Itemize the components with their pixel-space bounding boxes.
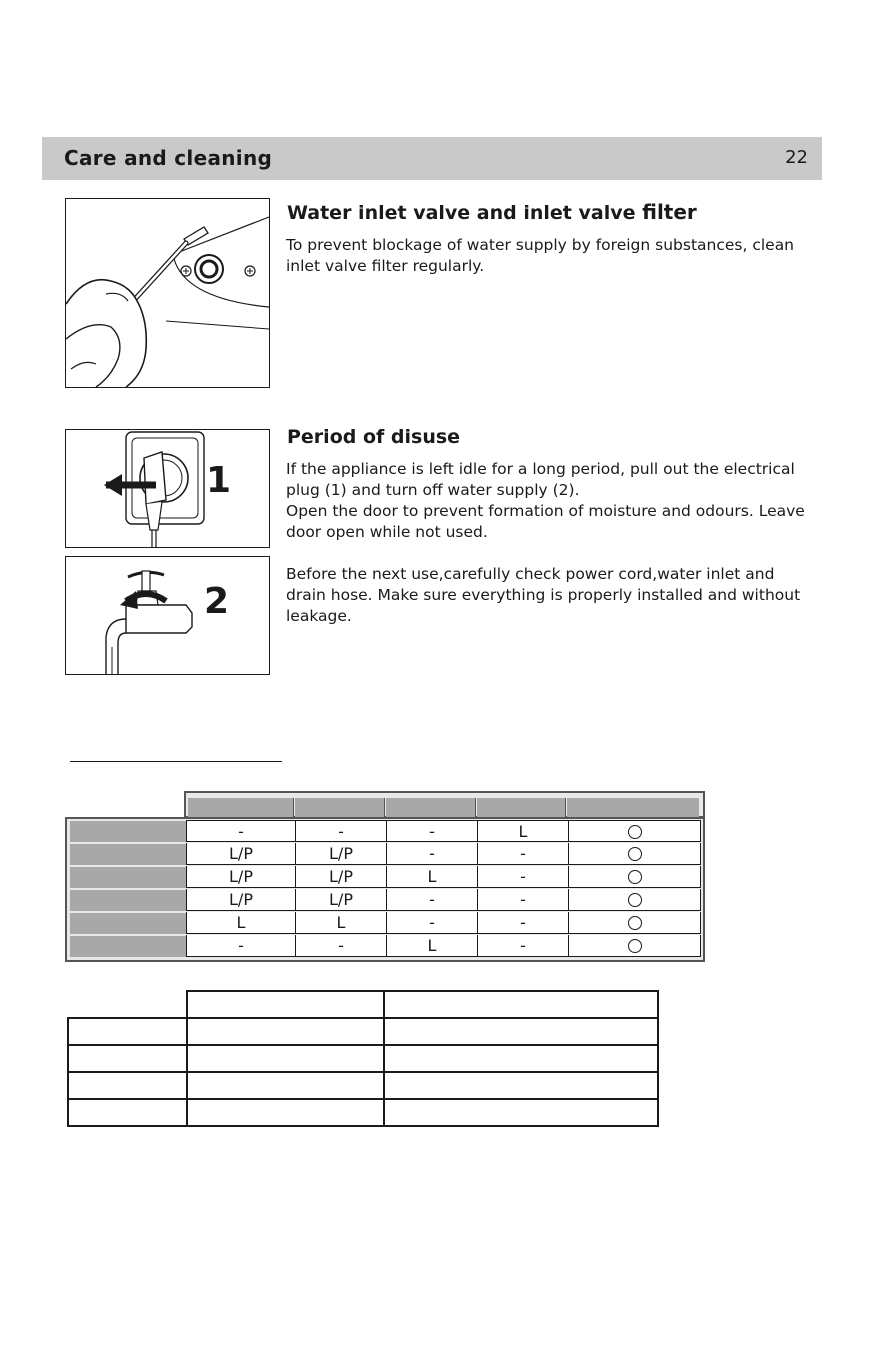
- power-plug-icon: [66, 430, 269, 547]
- header-cell: [188, 798, 294, 817]
- table-row: [70, 843, 700, 865]
- figure-step-label-2: 2: [204, 581, 230, 622]
- header-cell: [567, 798, 699, 817]
- table-cell: L: [186, 912, 295, 934]
- inlet-valve-paragraph: To prevent blockage of water supply by foreign substances, clean inlet valve filter regularly.: [286, 236, 795, 275]
- table-cell: -: [477, 843, 568, 865]
- inlet-filter-illustration: [65, 198, 270, 388]
- page-number: 22: [785, 147, 808, 168]
- toothbrush-icon: [66, 199, 269, 387]
- table-cell: -: [477, 889, 568, 911]
- grid-line: [67, 1017, 659, 1019]
- program-table-header: [184, 791, 705, 818]
- water-tap-icon: [66, 557, 269, 674]
- table-row: [70, 866, 700, 888]
- grid-line: [67, 1044, 659, 1046]
- table-cell: L/P: [186, 889, 295, 911]
- row-header-cell: [70, 844, 186, 865]
- blank-grid-table: [67, 990, 659, 1127]
- table-cell: -: [386, 912, 477, 934]
- table-cell: -: [386, 820, 477, 842]
- grid-line: [67, 1125, 659, 1127]
- program-table-body: [65, 817, 705, 962]
- circle-mark-cell: [568, 912, 701, 934]
- table-cell: -: [477, 912, 568, 934]
- circle-mark-cell: [568, 866, 701, 888]
- grid-line: [657, 990, 659, 1127]
- grid-line: [67, 1098, 659, 1100]
- grid-line: [67, 1071, 659, 1073]
- table-row: [70, 912, 700, 934]
- table-cell: -: [295, 820, 386, 842]
- inlet-valve-text: [286, 235, 806, 277]
- circle-mark-icon: [628, 893, 642, 907]
- table-cell: L: [386, 935, 477, 957]
- figure-step-label-1: 1: [206, 460, 232, 501]
- table-row: [70, 935, 700, 957]
- table-cell: L: [477, 820, 568, 842]
- table-cell: -: [477, 866, 568, 888]
- circle-mark-cell: [568, 935, 701, 957]
- grid-line: [186, 990, 188, 1127]
- header-cell: [386, 798, 476, 817]
- circle-mark-icon: [628, 916, 642, 930]
- inlet-valve-heading-suffix: filter: [642, 200, 697, 224]
- table-cell: L/P: [295, 843, 386, 865]
- section-header-bar: [42, 137, 822, 180]
- circle-mark-icon: [628, 847, 642, 861]
- circle-mark-cell: [568, 889, 701, 911]
- disuse-text: [286, 459, 806, 543]
- circle-mark-icon: [628, 870, 642, 884]
- table-cell: L/P: [186, 866, 295, 888]
- grid-line: [383, 990, 385, 1127]
- page-section-title: Care and cleaning: [64, 146, 273, 170]
- inlet-valve-heading: [287, 200, 697, 224]
- water-tap-illustration: [65, 556, 270, 675]
- table-cell: L/P: [295, 866, 386, 888]
- header-cell: [477, 798, 566, 817]
- header-cell: [295, 798, 385, 817]
- circle-mark-icon: [628, 939, 642, 953]
- table-cell: -: [477, 935, 568, 957]
- table-cell: L/P: [186, 843, 295, 865]
- circle-mark-cell: [568, 820, 701, 842]
- disuse-heading: Period of disuse: [287, 426, 461, 448]
- row-header-cell: [70, 867, 186, 888]
- table-row: [70, 820, 700, 842]
- table-row: [70, 889, 700, 911]
- row-header-cell: [70, 890, 186, 911]
- grid-line: [67, 1017, 69, 1127]
- table-cell: L: [386, 866, 477, 888]
- table-cell: -: [386, 889, 477, 911]
- table-cell: -: [186, 820, 295, 842]
- row-header-cell: [70, 936, 186, 957]
- row-header-cell: [70, 913, 186, 934]
- disuse-paragraph-2: Open the door to prevent formation of moisture and odours. Leave door open while not used.: [286, 502, 805, 541]
- next-use-text: [286, 564, 806, 627]
- circle-mark-icon: [628, 825, 642, 839]
- grid-line: [186, 990, 658, 992]
- program-table: [65, 791, 705, 962]
- table-cell: L: [295, 912, 386, 934]
- row-header-cell: [70, 821, 186, 842]
- disuse-paragraph-1: If the appliance is left idle for a long period, pull out the electrical plug (1) and turn off water supply (2).: [286, 460, 795, 499]
- table-cell: -: [386, 843, 477, 865]
- inlet-valve-heading-main: Water inlet valve and inlet valve: [287, 202, 636, 224]
- table-cell: L/P: [295, 889, 386, 911]
- next-use-paragraph: Before the next use,carefully check power cord,water inlet and drain hose. Make sure everything is properly installed and without leakage.: [286, 565, 801, 625]
- table-cell: -: [186, 935, 295, 957]
- unplug-illustration: [65, 429, 270, 548]
- table-heading-rule: [70, 761, 282, 762]
- table-cell: -: [295, 935, 386, 957]
- circle-mark-cell: [568, 843, 701, 865]
